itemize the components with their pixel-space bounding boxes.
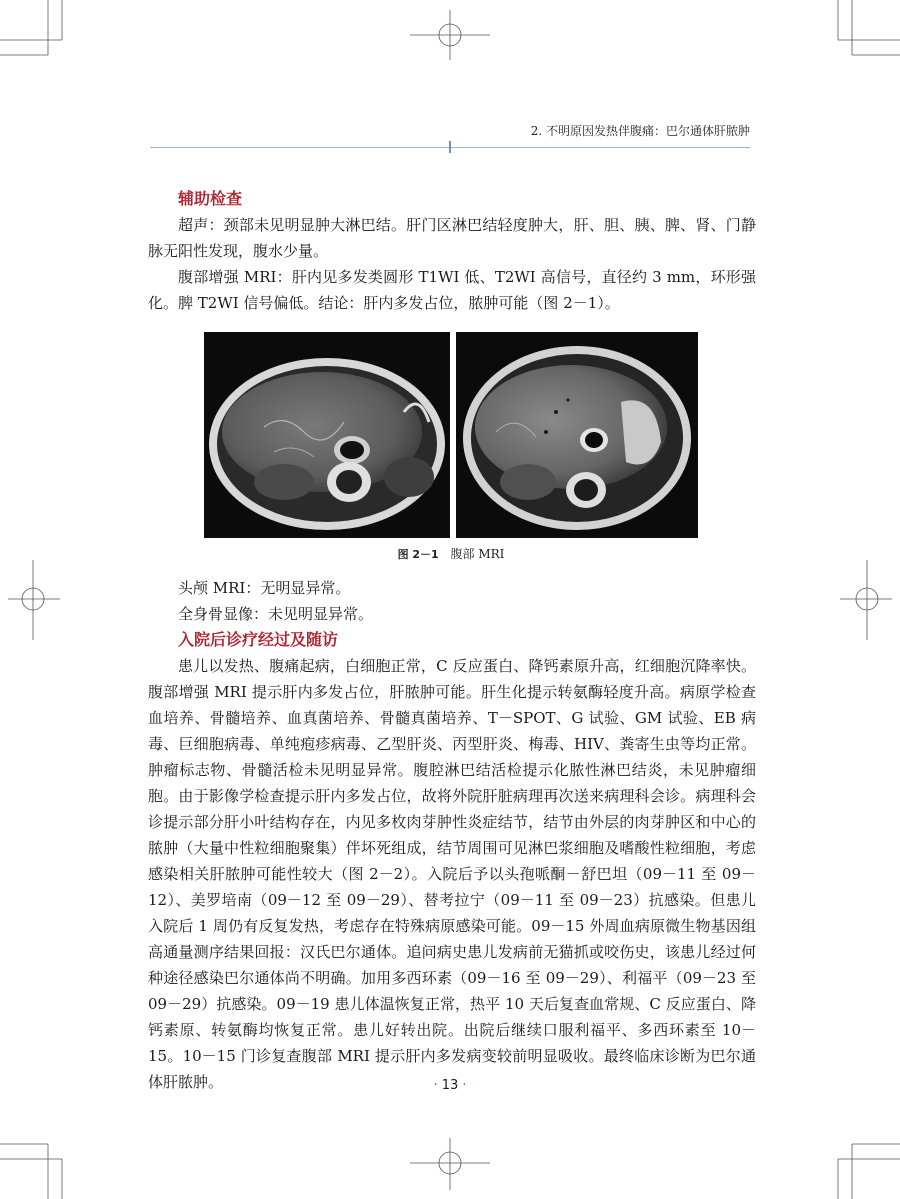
figure-label: 图 2－1 [397,548,439,561]
figure-caption [204,545,698,562]
header-tick [449,141,451,153]
section-auxiliary-exams [148,186,756,316]
page-number [400,1078,500,1093]
page-dot-right: · [462,1078,467,1093]
section-other-exams-and-course [148,575,756,1095]
section-title-auxiliary: 辅助检查 [178,189,243,208]
paragraph-abdominal-mri: 腹部增强 MRI：肝内见多发类圆形 T1WI 低、T2WI 高信号，直径约 3 mm，环形强化。脾 T2WI 信号偏低。结论：肝内多发占位，脓肿可能（图 2－1）。 [148,268,756,312]
paragraph-bone-scan: 全身骨显像：未见明显异常。 [178,605,374,623]
figure-abdominal-mri [204,332,698,538]
figure-caption-text: 腹部 MRI [450,547,505,561]
mri-scan-left [204,332,450,538]
paragraph-ultrasound: 超声：颈部未见明显肿大淋巴结。肝门区淋巴结轻度肿大，肝、胆、胰、脾、肾、门静脉无阳性发现，腹水少量。 [148,216,756,260]
page-number-value: 13 [441,1078,459,1093]
paragraph-course: 患儿以发热、腹痛起病，白细胞正常，C 反应蛋白、降钙素原升高，红细胞沉降率快。腹部增强 MRI 提示肝内多发占位，肝脓肿可能。肝生化提示转氨酶轻度升高。病原学检查血培养、骨髓培养、血真菌培养、骨髓真菌培养、T－SPOT、G 试验、GM 试验、EB 病毒、巨细胞病毒、单纯疱疹病毒、乙型肝炎、丙型肝炎、梅毒、HIV、粪寄生虫等均正常。肿瘤标志物、骨髓活检未见明显异常。腹腔淋巴结活检提示化脓性淋巴结炎，未见肿瘤细胞。由于影像学检查提示肝内多发占位，故将外院肝脏病理再次送来病理科会诊。病理科会诊提示部分肝小叶结构存在，内见多枚肉芽肿性炎症结节，结节由外层的肉芽肿区和中心的脓肿（大量中性粒细胞聚集）伴坏死组成，结节周围可见淋巴浆细胞及嗜酸性粒细胞，考虑感染相关肝脓肿可能性较大（图 2－2）。入院后予以头孢哌酮－舒巴坦（09－11 至 09－12）、美罗培南（09－12 至 09－29）、替考拉宁（09－11 至 09－23）抗感染。但患儿入院后 1 周仍有反复发热，考虑存在特殊病原感染可能。09－15 外周血病原微生物基因组高通量测序结果回报：汉氏巴尔通体。追问病史患儿发病前无猫抓或咬伤史，该患儿经过何种途径感染巴尔通体尚不明确。加用多西环素（09－16 至 09－29）、利福平（09－23 至 09－29）抗感染。09－19 患儿体温恢复正常，热平 10 天后复查血常规、C 反应蛋白、降钙素原、转氨酶均恢复正常。患儿好转出院。出院后继续口服利福平、多西环素至 10－15。10－15 门诊复查腹部 MRI 提示肝内多发病变较前明显吸收。最终临床诊断为巴尔通体肝脓肿。 [148,657,756,1091]
section-title-course: 入院后诊疗经过及随访 [178,630,339,649]
page-dot-left: · [433,1078,438,1093]
paragraph-head-mri: 头颅 MRI：无明显异常。 [178,579,351,597]
mri-scan-right [456,332,698,538]
running-header: 2. 不明原因发热伴腹痛：巴尔通体肝脓肿 [530,124,750,138]
